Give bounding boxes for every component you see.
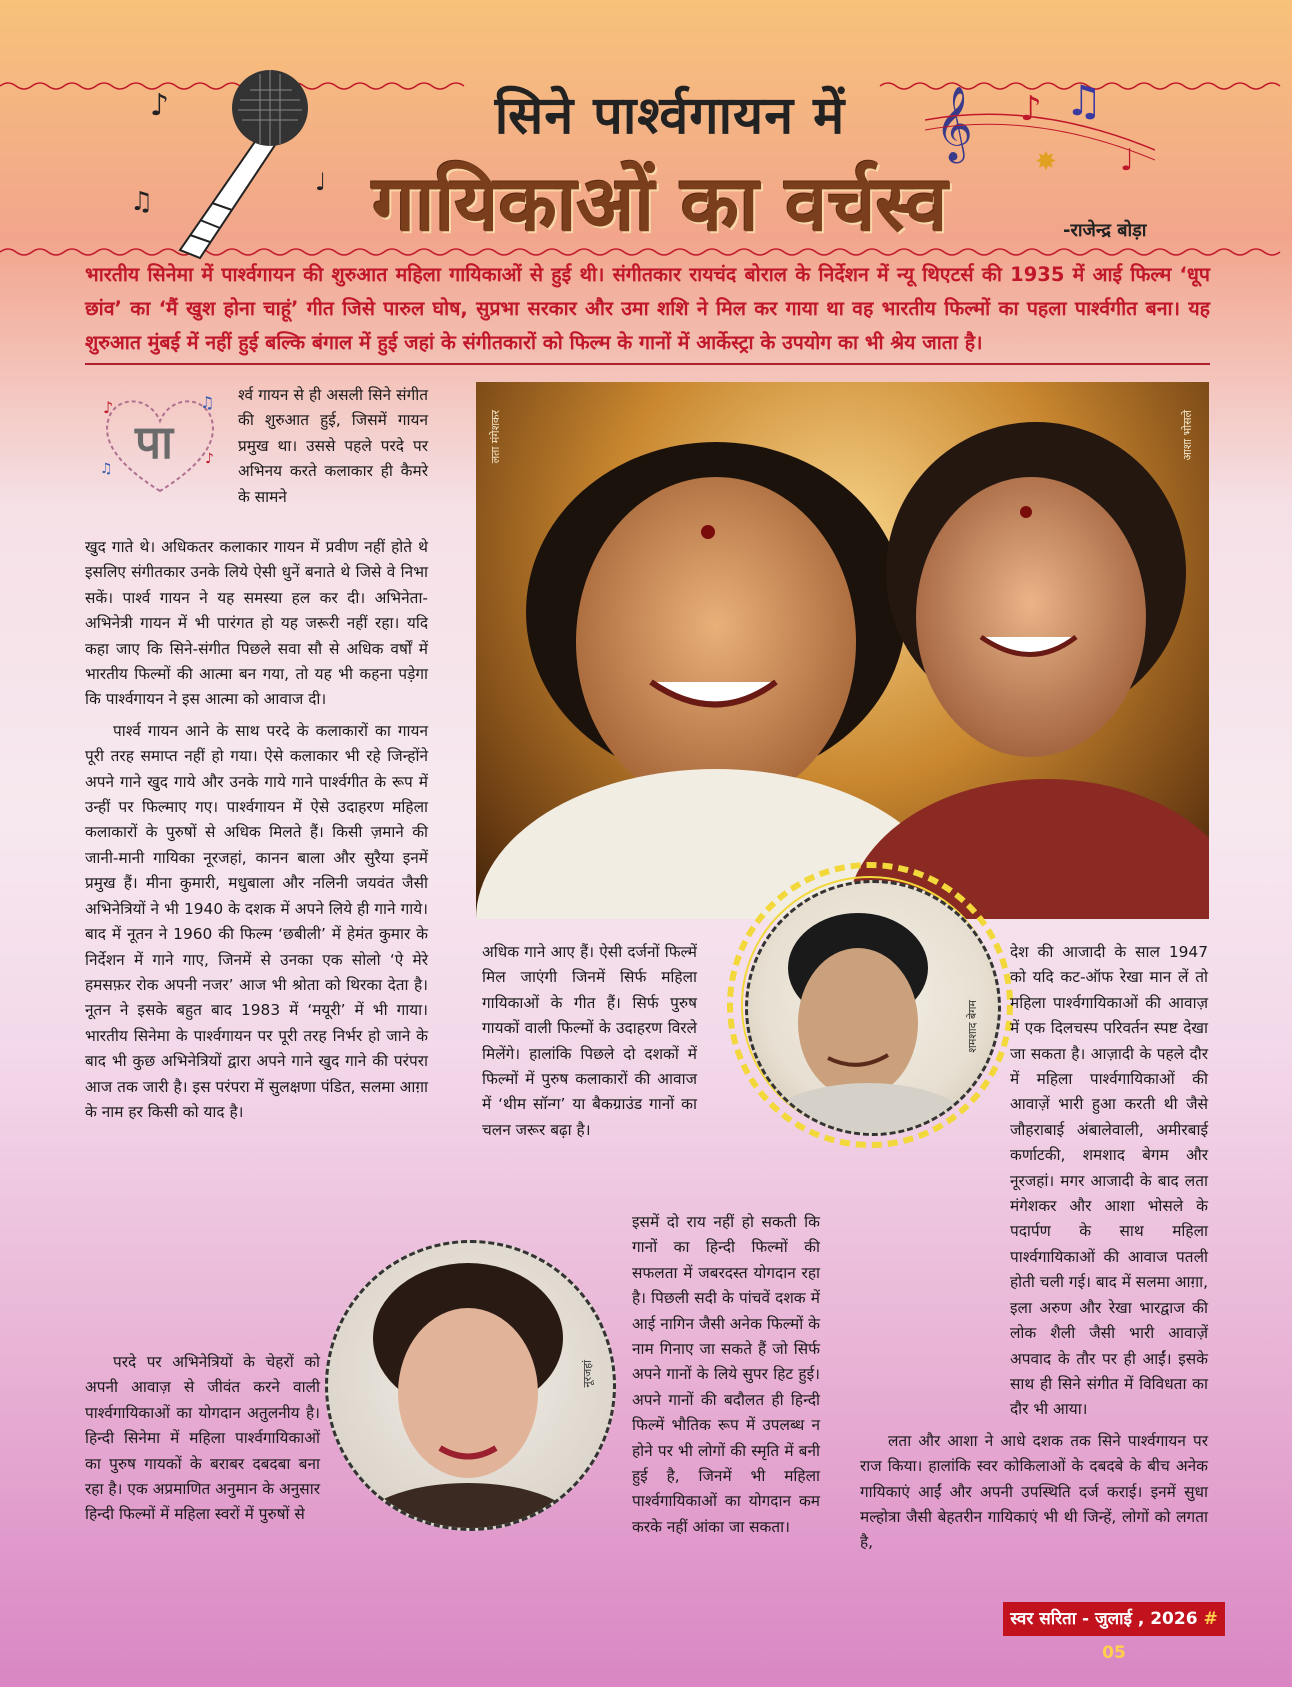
col1-paragraph-3: परदे पर अभिनेत्रियों के चेहरों को अपनी आवाज़ से जीवंत करने वाली पार्श्वगायिकाओं का योगदान अतुलनीय है। हिन्दी सिनेमा में महिला पार्श्वगायिकाओं का पुरुष गायकों के बराबर दबदबा बना रहा है। एक अप्रमाणित अनुमान के अनुसार हिन्दी फिल्मों में महिला स्वरों में पुरुषों से: [85, 1353, 320, 1524]
svg-text:♫: ♫: [100, 461, 113, 477]
author-byline: -राजेन्द्र बोड़ा: [1063, 220, 1147, 241]
svg-text:♫: ♫: [200, 393, 215, 412]
col2-paragraph-2: इसमें दो राय नहीं हो सकती कि गानों का हिन्दी फिल्मों की सफलता में जबरदस्त योगदान रहा है। पिछली सदी के पांचवें दशक में आई नागिन जैसी अनेक फिल्मों के नाम गिनाए जा सकते हैं जो सिर्फ अपने गानों के लिये सुपर हिट हुई। अपने गानों की बदौलत ही हिन्दी फिल्में भौतिक रूप में उपलब्ध न होने पर भी लोगों की स्मृति में बनी हुई है, जिनमें भी महिला पार्श्वगायिकाओं का योगदान कम करके नहीं आंका जा सकता।: [632, 1213, 820, 1536]
shamshad-caption: शमशाद बेगम: [966, 1000, 979, 1053]
column-1-top: [238, 383, 428, 516]
column-1: [85, 535, 428, 1131]
col1-paragraph-1-rest: खुद गाते थे। अधिकतर कलाकार गायन में प्रवीण नहीं होते थे इसलिए संगीतकार उनके लिये ऐसी धुनें बनाते थे जिसे वे निभा सकें। पार्श्व गायन ने यह समस्या हल कर दी। अभिनेता-अभिनेत्री गायन में भी पारंगत हो यह जरूरी नहीं रहा। यदि कहा जाए कि सिने-संगीत पिछले सवा सौ से अधिक वर्षों में भारतीय फिल्मों की आत्मा बन गया, तो यह भी कहना पड़ेगा कि पार्श्वगायन ने इस आत्मा को आवाज दी।: [85, 538, 428, 709]
noorjahan-photo: [325, 1240, 616, 1531]
svg-text:♩: ♩: [315, 168, 327, 196]
svg-text:♪: ♪: [1020, 89, 1042, 129]
svg-text:♩: ♩: [1120, 143, 1135, 178]
noorjahan-caption: नूरजहां: [581, 1360, 594, 1388]
intro-rule: [85, 363, 1210, 365]
page-number: # 05: [1102, 1609, 1218, 1663]
column-3: [860, 940, 1208, 1562]
col1-paragraph-2: पार्श्व गायन आने के साथ परदे के कलाकारों का गायन पूरी तरह समाप्त नहीं हो गया। ऐसे कलाकार भी रहे जिन्होंने अपने गाने खुद गाये और उनके गाये गाने पार्श्वगीत के रूप में उन्हीं पर फिल्माए गए। पार्श्वगायन में ऐसे उदाहरण महिला कलाकारों के पुरुषों से अधिक मिलते हैं। किसी ज़माने की जानी-मानी गायिका नूरजहां, कानन बाला और सुरैया इनमें प्रमुख हैं। मीना कुमारी, मधुबाला और नलिनी जयवंत जैसी अभिनेत्रियों ने भी 1940 के दशक में अपने लिये ही गाने गाये। बाद में नूतन ने 1960 की फिल्म ‘छबीली’ में हेमंत कुमार के निर्देशन में गाने गाए, जिनमें से उनका एक सोलो ‘ऐ मेरे हमसफ़र रोक अपनी नजर’ आज भी श्रोता को थिरका देता है। नूतन ने इसके बहुत बाद 1983 में ‘मयूरी’ में भी गाया। भारतीय सिनेमा के पार्श्वगायन पर पूरी तरह निर्भर हो जाने के बाद भी कुछ अभिनेत्रियों द्वारा अपने गाने खुद गाने की परंपरा आज तक जारी है। इस परंपरा में सुलक्षणा पंडित, सलमा आग़ा के नाम हर किसी को याद है।: [85, 721, 428, 1121]
col2-paragraph-1: अधिक गाने आए हैं। ऐसी दर्जनों फिल्में मिल जाएंगी जिनमें सिर्फ महिला गायिकाओं के गीत हैं। सिर्फ पुरुष गायकों वाली फिल्मों के उदाहरण विरले मिलेंगे। हालांकि पिछले दो दशकों में फिल्मों में पुरुष कलाकारों की आवाज में ‘थीम सॉन्ग’ या बैकग्राउंड गानों का चलन जरूर बढ़ा है।: [482, 943, 697, 1139]
footer-badge: [1003, 1602, 1225, 1663]
svg-text:♫: ♫: [1065, 76, 1103, 125]
column-2-top: [482, 940, 697, 1149]
svg-text:♫: ♫: [130, 187, 154, 217]
col1-paragraph-1-start: र्श्व गायन से ही असली सिने संगीत की शुरुआत हुई, जिसमें गायन प्रमुख था। उससे पहले परदे पर अभिनय करते कलाकार ही कैमरे के सामने: [238, 386, 428, 506]
svg-text:♪: ♪: [150, 88, 170, 123]
svg-text:✸: ✸: [1035, 147, 1057, 177]
page-title-line-2: गायिकाओं का वर्चस्व: [372, 159, 948, 248]
col3-paragraph-1: देश की आजादी के साल 1947 को यदि कट-ऑफ रेखा मान लें तो महिला पार्श्वगायिकाओं की आवाज़ में एक दिलचस्प परिवर्तन स्पष्ट देखा जा सकता है। आज़ादी के पहले दौर में महिला पार्श्वगायिकाओं की आवाज़ें भारी हुआ करती थी जैसे जौहराबाई अंबालेवाली, अमीरबाई कर्णाटकी, शमशाद बेगम और नूरजहां। मगर आजादी के बाद लता मंगेशकर और आशा भोसले के पदार्पण के साथ महिला पार्श्वगायिकाओं की आवाज पतली होती चली गई। बाद में सलमा आग़ा, इला अरुण और रेखा भारद्वाज की लोक शैली जैसी भारी आवाज़ें अपवाद के तौर पर ही आईं। इसके साथ ही सिने संगीत में विविधता का दौर भी आया।: [1010, 943, 1208, 1419]
intro-paragraph: भारतीय सिनेमा में पार्श्वगायन की शुरुआत महिला गायिकाओं से हुई थी। संगीतकार रायचंद बोराल के निर्देशन में न्यू थिएटर्स की 1935 में आई फिल्म ‘धूप छांव’ का ‘मैं खुश होना चाहूं’ गीत जिसे पारुल घोष, सुप्रभा सरकार और उमा शशि ने मिल कर गाया था वह भारतीय फिल्मों का पहला पार्श्वगीत बना। यह शुरुआत मुंबई में नहीं हुई बल्कि बंगाल में हुई जहां के संगीतकारों को फिल्म के गानों में आर्केस्ट्रा के उपयोग का भी श्रेय जाता है।: [85, 263, 1210, 354]
col3-paragraph-2: लता और आशा ने आधे दशक तक सिने पार्श्वगायन पर राज किया। हालांकि स्वर कोकिलाओं के दबदबे के बीच अनेक गायिकाएं आईं और अपनी उपस्थिति दर्ज कराई। इनमें सुधा मल्होत्रा जैसी बेहतरीन गायिकाएं भी थी जिन्हें, लोगों को लगता है,: [860, 1431, 1208, 1552]
column-1-bottom: [85, 1350, 320, 1534]
page-title-line-1: सिने पार्श्वगायन में: [494, 86, 846, 146]
drop-cap-letter: पा: [135, 415, 174, 469]
svg-text:♪: ♪: [103, 398, 114, 417]
footer-text: स्वर सरिता - जुलाई , 2026: [1010, 1609, 1198, 1629]
svg-text:𝄞: 𝄞: [935, 87, 973, 161]
noorjahan-illustration: [328, 1243, 613, 1528]
lata-asha-photo: [476, 382, 1209, 919]
svg-text:♪: ♪: [205, 451, 214, 467]
asha-caption: आशा भोसले: [1181, 410, 1194, 461]
lata-caption: लता मंगेशकर: [489, 410, 502, 464]
photo-illustration: [476, 382, 1209, 919]
